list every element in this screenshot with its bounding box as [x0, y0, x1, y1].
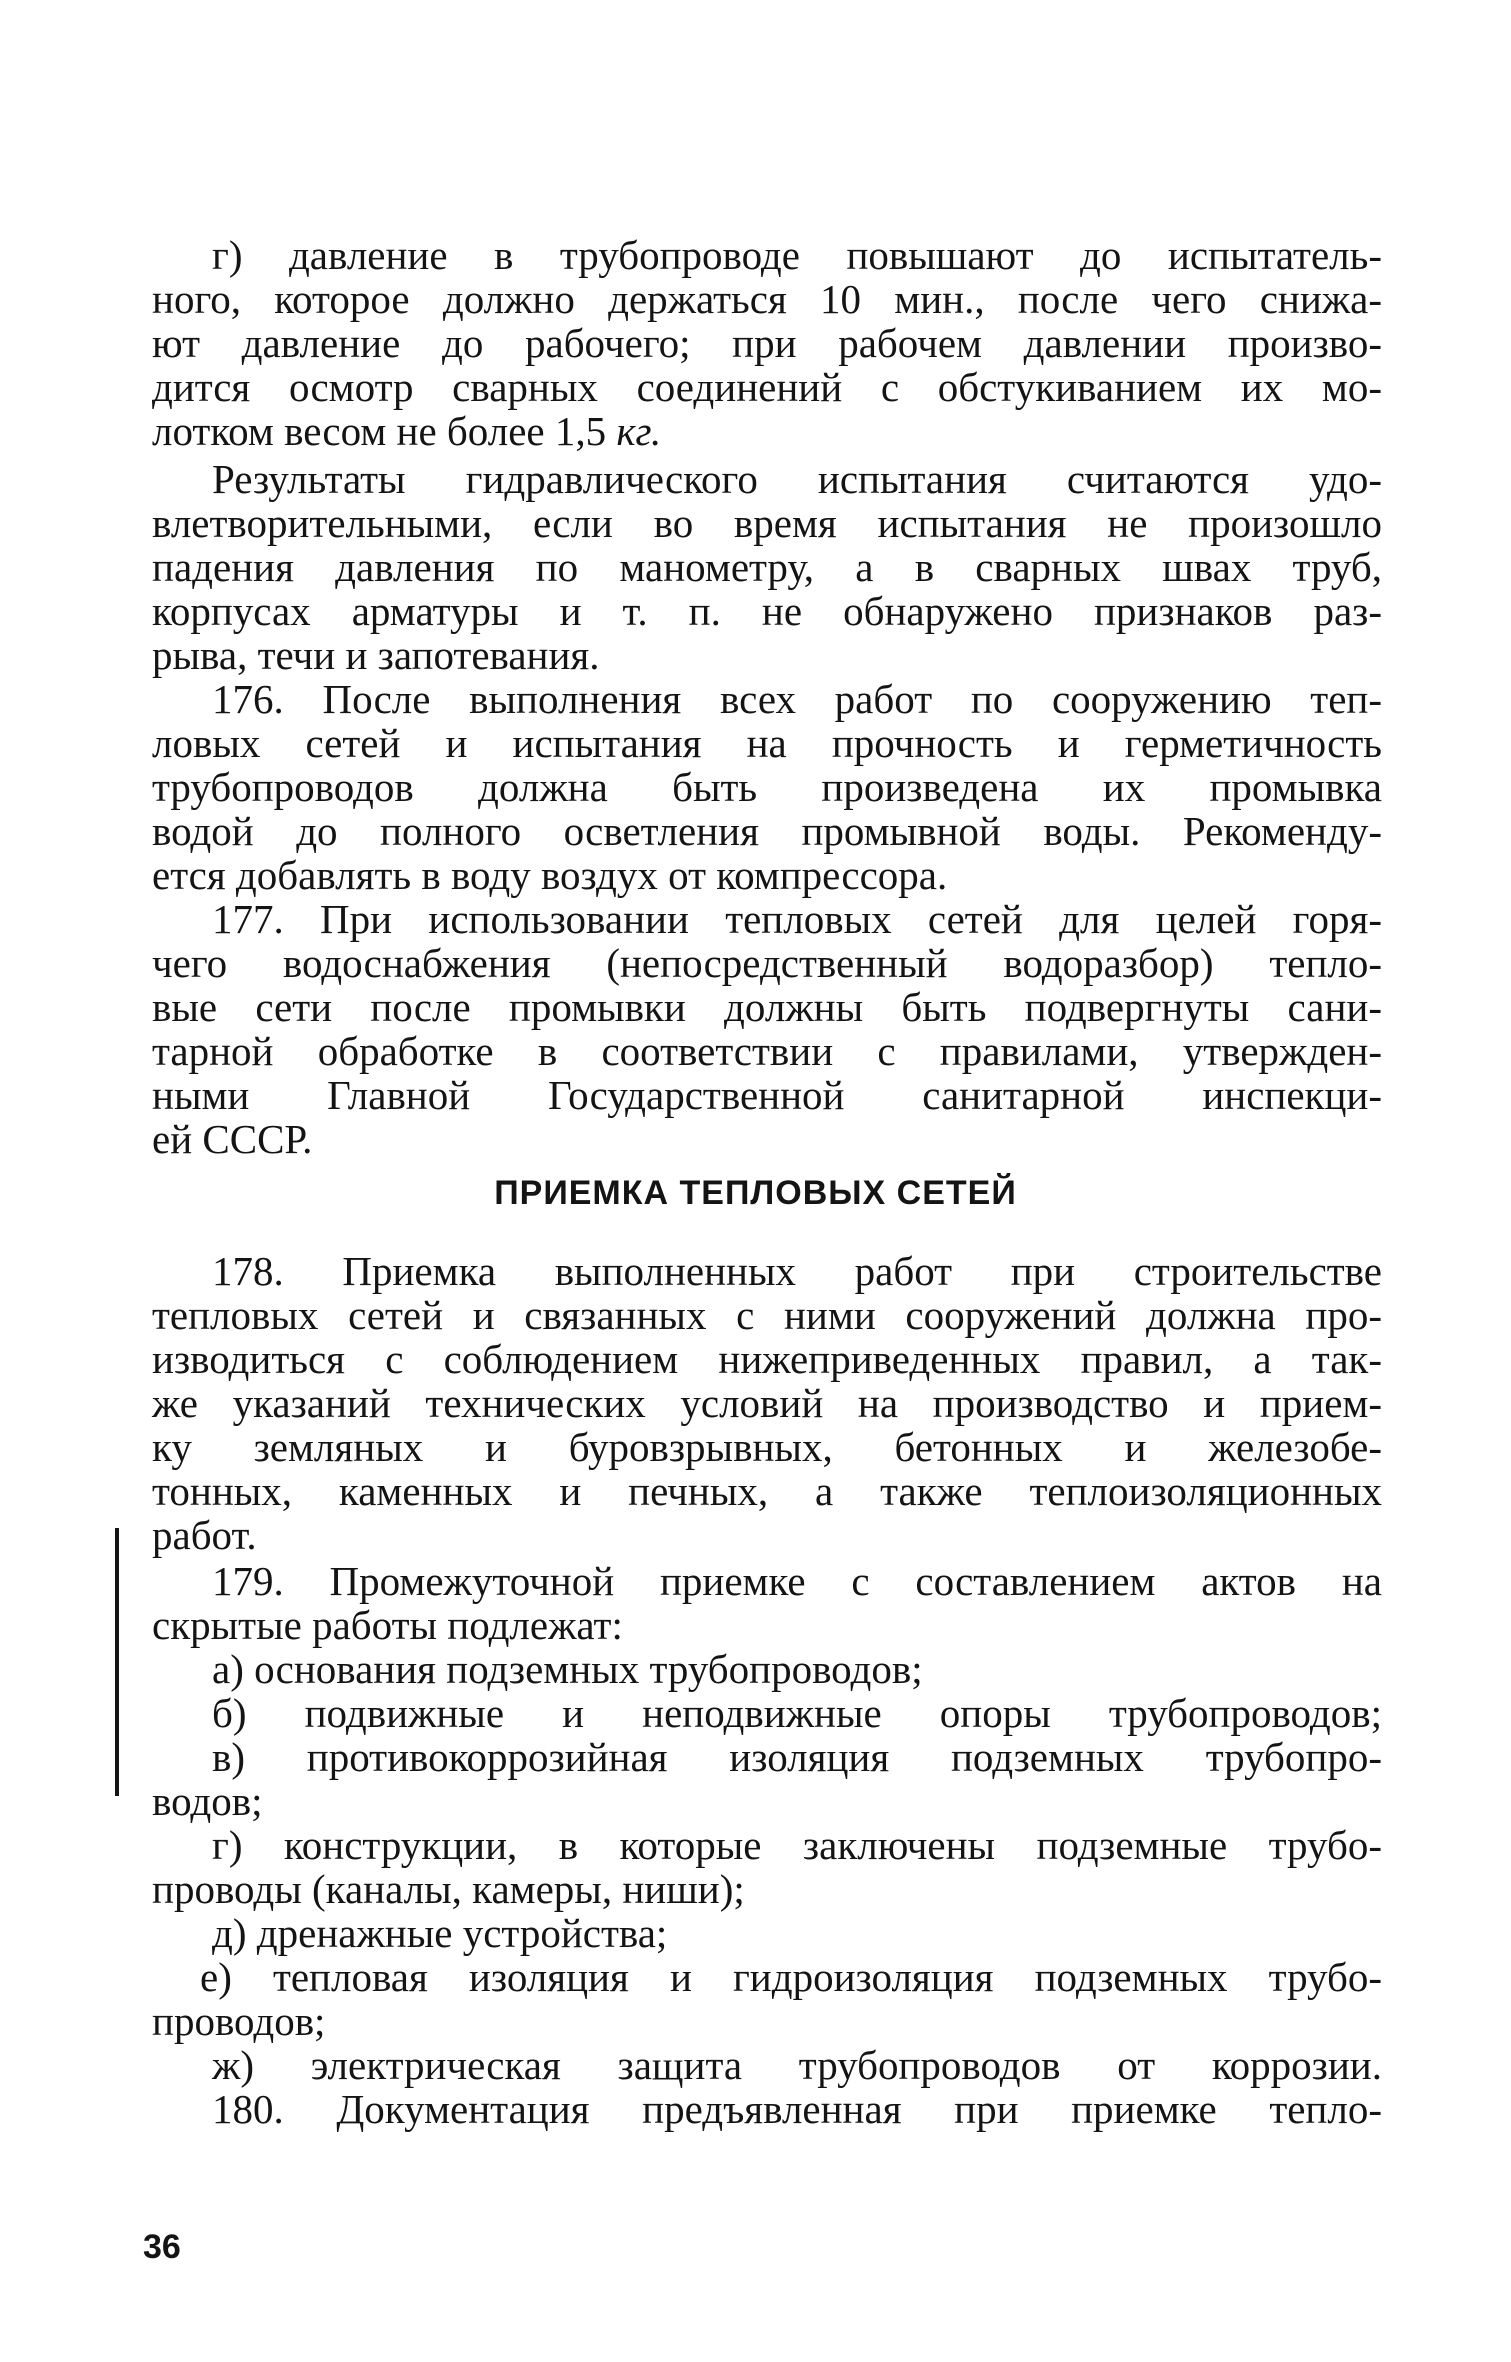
unit-kg: кг.: [616, 408, 662, 454]
text-line: 177. При использовании тепловых сетей для целей горя-: [212, 896, 1382, 942]
text-line: падения давления по манометру, а в сварных швах труб,: [152, 544, 1382, 590]
text-line: трубопроводов должна быть произведена их промывка: [152, 764, 1382, 810]
section-heading: ПРИЕМКА ТЕПЛОВЫХ СЕТЕЙ: [494, 1174, 1017, 1212]
text-line: водой до полного осветления промывной воды. Рекоменду-: [152, 808, 1382, 854]
list-item-continuation: водов;: [152, 1778, 263, 1824]
text-line: ется добавлять в воду воздух от компрессора.: [152, 852, 948, 898]
list-item-continuation: проводы (каналы, камеры, ниши);: [152, 1866, 745, 1912]
text-line: ей СССР.: [152, 1116, 313, 1162]
text-line: ными Главной Государственной санитарной инспекци-: [152, 1072, 1382, 1118]
text-line: изводиться с соблюдением нижеприведенных правил, а так-: [152, 1336, 1382, 1382]
text-line: влетворительными, если во время испытания не произошло: [152, 500, 1382, 546]
text-line: ловых сетей и испытания на прочность и герметичность: [152, 720, 1382, 766]
text-line: 176. После выполнения всех работ по сооружению теп-: [212, 676, 1382, 722]
text-line: тепловых сетей и связанных с ними сооружений должна про-: [152, 1292, 1382, 1338]
text-line: рыва, течи и запотевания.: [152, 632, 600, 678]
text-line: ку земляных и буровзрывных, бетонных и железобе-: [152, 1424, 1382, 1470]
list-item: ж) электрическая защита трубопроводов от коррозии.: [212, 2042, 1382, 2088]
list-item: а) основания подземных трубопроводов;: [212, 1646, 923, 1692]
list-item: г) конструкции, в которые заключены подземные трубо-: [212, 1822, 1382, 1868]
text-line: вые сети после промывки должны быть подвергнуты сани-: [152, 984, 1382, 1030]
list-item: д) дренажные устройства;: [212, 1910, 668, 1956]
text-line: тарной обработке в соответствии с правилами, утвержден-: [152, 1028, 1382, 1074]
text-line: же указаний технических условий на производство и прием-: [152, 1380, 1382, 1426]
text-line: ного, которое должно держаться 10 мин., после чего снижа-: [152, 276, 1382, 322]
list-item-continuation: проводов;: [152, 1998, 326, 2044]
text-fragment: лотком весом не более 1,5: [152, 408, 617, 454]
list-item: в) противокоррозийная изоляция подземных трубопро-: [212, 1734, 1382, 1780]
margin-change-bar: [115, 1528, 119, 1796]
text-line: ют давление до рабочего; при рабочем давлении произво-: [152, 320, 1382, 366]
text-line: чего водоснабжения (непосредственный водоразбор) тепло-: [152, 940, 1382, 986]
text-line: дится осмотр сварных соединений с обстукиванием их мо-: [152, 364, 1382, 410]
text-line: 179. Промежуточной приемке с составлением актов на: [212, 1558, 1382, 1604]
page-number: 36: [143, 2228, 181, 2266]
text-line: [152, 408, 1382, 454]
text-line: Результаты гидравлического испытания считаются удо-: [212, 456, 1382, 502]
text-line: г) давление в трубопроводе повышают до испытатель-: [212, 232, 1382, 278]
list-item: е) тепловая изоляция и гидроизоляция подземных трубо-: [200, 1954, 1382, 2000]
text-line: скрытые работы подлежат:: [152, 1602, 623, 1648]
text-line: 180. Документация предъявленная при приемке тепло-: [212, 2086, 1382, 2132]
list-item: б) подвижные и неподвижные опоры трубопроводов;: [212, 1690, 1382, 1736]
text-line: 178. Приемка выполненных работ при строительстве: [212, 1248, 1382, 1294]
text-line: тонных, каменных и печных, а также теплоизоляционных: [152, 1468, 1382, 1514]
text-line: работ.: [152, 1512, 257, 1558]
text-line: корпусах арматуры и т. п. не обнаружено признаков раз-: [152, 588, 1382, 634]
